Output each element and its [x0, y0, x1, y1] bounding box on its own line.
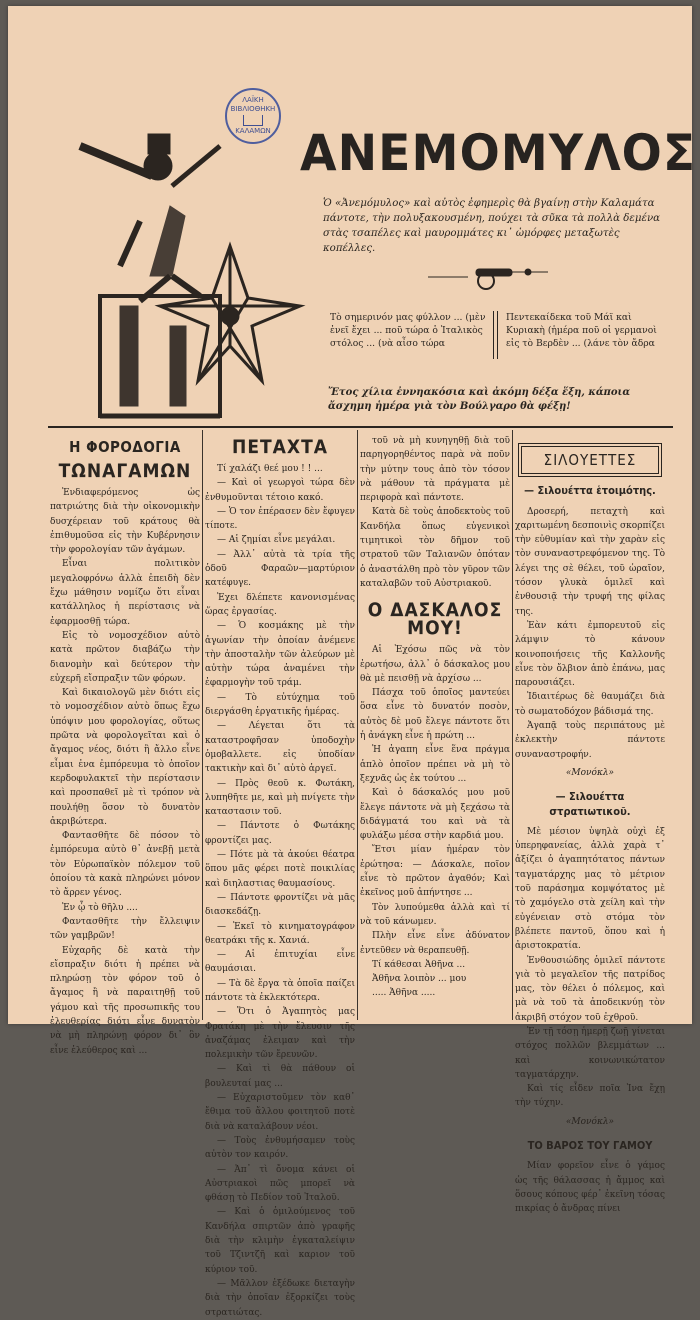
column-1 [50, 434, 200, 1056]
date-block-right: Πεντεκαίδεκα τοῦ Μάϊ καὶ Κυριακὴ (ἡμέρα ποῦ οἱ γερμανοὶ εἰς τὸ Βερδὲν ... (λάνε τὸν ἄδρα [506, 312, 657, 349]
paragraph: — Ὁ τον ἐπέρασεν δὲν ἔφυγεν τίποτε. [205, 506, 355, 532]
paragraph: τοῦ νὰ μὴ κυνηγηθῇ διὰ τοῦ παρηγορηθέντος παρὰ νὰ ποῦν τὴν μύτην τους ἀπὸ τὸν τόσον νὰ μάθουν τὰ πράγματα μὲ περιφορὰ καὶ πάντοτε. [360, 436, 510, 504]
column-4 [515, 434, 665, 1215]
column-divider [512, 430, 513, 1020]
column-divider [202, 430, 203, 1020]
paragraph: Ἐὰν κάτι ἐμπορευτοῦ εἰς λάμψιν τὸ κάνουν κοινοποιήσεις τῆς Καλλονῆς εἶνε τὸν ὄλβιον ἀπὸ ἐπάνω, μας παρουσιάζει. [515, 620, 665, 689]
paragraph: — Πάντοτε φροντίζει νὰ μᾶς διασκεδάζῃ. [205, 892, 355, 918]
paragraph: — Πάντοτε ὁ Φωτάκης φροντίζει μας. [205, 821, 355, 846]
paragraph: Δροσερή, πεταχτὴ καὶ χαριτωμένη δεσποινὶς σκορπίζει τὴν εὐθυμίαν καὶ τὴν χαρὰν εἰς τὸν συναναστρεφόμενον της. Τὸ λέγει της σὲ θέλει, τοῦ ὡραῖον, τόσον γλυκὰ ὁμιλεῖ καὶ ἐνθουσιᾷ τὴν τρυφή της φίλας της. [515, 506, 665, 617]
paragraph: Φαντασθῆτε δὲ πόσον τὸ ἐμπόρευμα αὐτὸ θ᾿ ἀνεβῇ μετὰ τὸν Εὐρωπαϊκὸν πόλεμον τοῦ ὁποίου τὰ κακὰ πληρώνει μόνον τὸ ἄρρεν γένος. [50, 831, 200, 899]
date-divider [493, 311, 498, 359]
masthead-intro: Ὁ «Ἀνεμόμυλος» καὶ αὐτὸς ἐφημερὶς θὰ βγαίνῃ στὴν Καλαμάτα πάντοτε, τὴν πολυξακουσμένη, πούχει τὰ σῦκα τὰ πολλὰ δεμένα στὰς τσαπέλες καὶ μαυρομμάτες κι᾿ ὡμόρφες μεταξωτὲς κοπέλλες. [323, 198, 661, 254]
stamp-bottom-text: ΚΑΛΑΜΩΝ [235, 127, 271, 135]
paragraph: Αἱ Ἐχόσω πῶς νὰ τὸν ἐρωτήσω, ἀλλ᾿ ὁ δάσκαλος μου θὰ μὲ πεισθῇ νὰ ἀρχίσω ... [360, 645, 510, 684]
cannon-ornament-icon [428, 263, 548, 291]
article-heading: ΠΕΤΑΧΤΑ [232, 436, 328, 458]
masthead-motto: Ἔτος χίλια ἐννηακόσια καὶ ἀκόμη δέξα ἕξη, κάποια ἄσχημη ἡμέρα γιὰ τὸν Βούλγαρο θὰ φέξῃ! [328, 387, 631, 412]
paragraph: Εὐχαρῆς δὲ κατὰ τὴν εἴσπραξιν διότι ἡ πρέπει νὰ πληρώσῃ τὸν φόρον τοῦ ὁ ἄγαμος ἢ νὰ παραιτηθῇ τοῦ γάμου καὶ τῆς προσωπικῆς του ἐλευθερίας διότι εἶνε δυνατὸν νὰ μὴ πληρώνῃ φόρον δι᾿ ὃν εἶνε ἐλεύθερος καὶ ... [50, 945, 200, 1056]
paragraph: Τὸν λυπούμεθα ἀλλὰ καὶ τί νὰ τοῦ κάνωμεν. [360, 902, 510, 927]
paragraph: — Ἐκεῖ τὸ κινηματογράφον θεατράκι τῆς κ. Χανιά. [205, 921, 355, 946]
paragraph: — Πότε μὰ τὰ ἀκούει θέατρα ὅπου μᾶς φέρει ποτὲ ποικιλίας καὶ διηλαστιας θαυμασίους. [205, 850, 355, 889]
paragraph: Τί κάθεσαι Ἀθῆνα ... [372, 959, 466, 970]
paragraph: Ἐν ᾧ τὸ θῆλυ .... [62, 902, 138, 913]
article-heading: Ο ΔΑΣΚΑΛΟΣ ΜΟΥ! [367, 599, 503, 640]
paragraph: Καὶ δικαιολογῶ μὲν διότι εἰς τὸ νομοσχέδιον αὐτὸ ὅπως ἔχω ὑπόψιν μου φορολογίας, οὕτως πρῶτα νὰ φορολογεῖται καὶ ὁ ἄγαμος νέος, διότι ἢ ἄλλο εἶνε εἶμαι ἐνα ἐμπόρευμα τὸ ὁποῖον κερδοφυλακτεῖ τὴν περίστασιν καὶ προσπαθεῖ μὲ τὶ τρόπον νὰ πουλήθῃ ὅσον τὸ δυνατὸν ἀκριβώτερα. [50, 688, 200, 827]
book-icon [243, 115, 263, 126]
paragraph: Ἐν τῇ τόσῃ ἡμερῇ ζωῇ γίνεται στόχος πολλῶν βλεμμάτων ... καὶ κοινωνικώτατον ταγματάρχην. [515, 1026, 665, 1080]
paragraph: Καὶ ὁ δάσκαλός μου μοῦ ἔλεγε πάντοτε νὰ μὴ ξεχάσω τὰ διδάγματά του καὶ νὰ τὰ φυλάξω μέσα στὴν καρδιά μου. [360, 788, 510, 842]
paragraph: — Ἀπ᾿ τὶ ὄνομα κάνει οἱ Αὐστριακοὶ πῶς μπορεῖ νὰ φθάσῃ τὸ Πεδίον τοῦ Ἰταλοῦ. [205, 1164, 355, 1204]
paragraph: — Τοὺς ἐνθυμήσαμεν τοὺς αὐτὸν τον καιρόν. [205, 1135, 355, 1161]
column-divider [357, 430, 358, 1020]
paragraph: Ἐχει δλέπετε κανονισμένας ὥρας ἐργασίας. [205, 592, 355, 617]
paragraph: — Ὅτι ὁ Ἀγαπητὸς μας Φρατάκη μὲ τὴν ἔλευσιν τῆς ἀναζάμας ἐλειμαν καὶ τὴν πολεμικὴν τῶν ἔρευνῶν. [205, 1007, 355, 1061]
paragraph: Ἐνθουσιώδης ὁμιλεῖ πάντοτε γιὰ τὸ μεγαλεῖον τῆς πατρίδος μας, τὸν θέλει ὁ πόλεμος, καὶ μὰ νὰ τοῦ τὰ ἀποδεικνύῃ τὸν ἀκριβῆ στόχον τοῦ ἐχθροῦ. [515, 955, 665, 1023]
paragraph: ..... Ἀθῆνα ..... [372, 988, 436, 999]
paragraph: Ἰδιαιτέρως δὲ θαυμάζει διὰ τὸ σωματοδόχον βάδισμά της. [515, 692, 665, 717]
paragraph: Μίαν φορεῖον εἶνε ὁ γάμος ὡς τῆς θάλασσας ἡ ἄμμος καὶ ὅσους κόπους φέρ᾿ ἐκεῖνη τόσας πικρίας ὁ ἄνδρας πίνει [515, 1161, 665, 1215]
paragraph: Τί χαλάζι θεέ μου ! ! ... [217, 464, 323, 474]
paragraph: Ἡ ἀγαπη εἶνε ἕνα πράγμα ἁπλὸ ὁποῖον πρέπει νὰ μὴ τὸ ξεχνᾶς ὡς ἐκ τούτου ... [360, 745, 510, 784]
paragraph: Ἔτσι μίαν ἡμέραν τὸν ἐρώτησα: — Δάσκαλε, ποῖον εἶνε τὸ πρῶτον ἀγαθόν; Καὶ ἐκεῖνος μοῦ ἀπήντησε ... [360, 845, 510, 899]
newspaper-page [8, 6, 697, 1318]
paragraph: — Αἱ ἐπιτυχίαι εἶνε θαυμάσιαι. [205, 950, 355, 975]
paragraph: — Τὸ εὐτύχημα τοῦ διεργάσθη ἐργατικῆς ἡμέρας. [205, 692, 355, 718]
paragraph: Φαντασθῆτε τὴν ἔλλειψιν τῶν γαμβρῶν! [50, 916, 200, 942]
paragraph: Καὶ τίς εἶδεν ποῖα Ἰνα ἔχῃ τὴν τύχην. [515, 1084, 665, 1109]
paragraph: — Εὐχαριστοῦμεν τὸν καθ᾿ ἔθιμα τοῦ ἄλλου φοιτητοῦ ποτὲ διὰ νὰ καταλάβουν νέοι. [205, 1093, 355, 1132]
paragraph: Ἐνδιαφερόμενος ὡς πατριώτης διὰ τὴν οἰκονομικὴν δυσχέρειαν τοῦ κράτους θὰ ἐπιθυμοῦσα εἰς τὴν Κυβέρνησιν τὴν φορολογίαν τῶν ἀγάμων. [50, 488, 200, 556]
paragraph: Ἀθῆνα λοιπὸν ... μου [372, 974, 467, 985]
paragraph: Πλὴν εἶνε εἶνε ἀδύνατον ἐντεῦθεν νὰ θεραπευθῇ. [360, 931, 510, 956]
paragraph: — Καὶ ὁ ὁμιλούμενος τοῦ Κανδήλα σπιρτῶν ἀπὸ γραφῆς διὰ τὴν κλιμὴν ἐγκαταλείψιν τοῦ Τζιντζῆ καὶ καριον τοῦ κύριον τοῦ. [205, 1207, 355, 1275]
header-rule [48, 426, 673, 428]
subheading: — Σιλουέττα ἑτοιμότης. [524, 484, 656, 498]
article-heading-boxed: ΣΙΛΟΥΕΤΤΕΣ [521, 446, 659, 474]
paragraph: Μὲ μέσιον ὑψηλὰ οὐχὶ ἐξ ὑπερηφανείας, ἀλλὰ χαρὰ τ᾿ ἀξίζει ὁ ἀγαπητότατος πάντων ταγματάρχης μας τὸ μέτριον τοῦ παράσημα κομψότατος μὲ τὸ χαμόγελο στὰ χείλη καὶ τὴν εὐγένειαν στὸ στόμα τὸν βλέπετε παντοῦ, ὅπου καὶ ἡ ἀριστοκρατία. [515, 826, 665, 952]
paragraph: — Λέγεται ὅτι τὰ καταστροφῆσαν ὑποδοχὴν ὁμοβαλλετε. εἰς ὑποδίαν τακτικὴν καὶ δι᾿ αὐτὸ ἀργεῖ. [205, 721, 355, 775]
paragraph: — Καὶ οἱ γεωργοὶ τώρα δὲν ἐνθυμοῦνται τέτοιο κακό. [205, 478, 355, 503]
stamp-top-text: ΛΑΪΚΗ ΒΙΒΛΙΟΘΗΚΗ [230, 96, 276, 113]
paragraph: — Ὁ κοσμάκης μὲ τὴν ἀγωνίαν τὴν ὁποίαν ἀνέμενε τὴν ἀποσταλὴν τῶν ἀλεύρων μὲ αὐτὴν τώρα ἀναμένει τὴν ἐφαρμογὴν τοῦ τράμ. [205, 621, 355, 689]
library-stamp [225, 88, 281, 144]
newspaper-title: ΑΝΕΜΟΜΥΛΟΣ [300, 124, 697, 182]
signature: «Μονόκλ» [565, 767, 615, 778]
date-block-left: Τὸ σημερινόν μας φύλλον ... (μὲν ἐνεῖ ἔχει ... ποῦ τώρα ὁ Ἰταλικὸς στόλος ... (νὰ αἶσο τώρα [330, 312, 486, 349]
column-3 [360, 434, 510, 1019]
paragraph: — Τὰ δὲ ἔργα τὰ ὁποῖα παίζει πάντοτε τὰ ἐκλεκτότερα. [205, 978, 355, 1003]
subheading: ΤΟ ΒΑΡΟΣ ΤΟΥ ΓΑΜΟΥ [527, 1139, 653, 1153]
paragraph: — Μᾶλλον ἐξέδωκε διεταγὴν διὰ τὴν ὁποῖαν ἐξορκίζει τοὺς στρατιώτας. [205, 1278, 355, 1318]
paragraph: Κατὰ δὲ τοὺς ἀποδεκτοὺς τοῦ Κανδήλα ὅπως εὐγενικοὶ τιμητικοὶ τὸν δῆμον τοῦ στρατοῦ τῶν Ταλιανῶν ὁπόταν ὁ ἀναστάλθη πρὸ τὸν γῦρον τῶν καταλαβῶν τοῦ Αὐστριακοῦ. [360, 507, 510, 589]
paragraph: — Ἀλλ᾿ αὐτὰ τὰ τρία τῆς ὁδοῦ Φαραῶν—μαρτύριον κατέφυγε. [205, 549, 355, 589]
windmill-illustration [60, 126, 300, 426]
subheading: — Σιλουέττα στρατιωτικοῦ. [549, 790, 631, 818]
paragraph: Εἰς τὸ νομοσχέδιον αὐτὸ κατὰ πρῶτον διαβάζω τὴν διανομὴν καὶ δεύτερον τὴν εὐχερῆ εἴσπραξιν τῶν φόρων. [50, 630, 200, 684]
paragraph: Εἶναι πολιτικὸν μεγαλοφρόνω ἀλλὰ ἐπειδὴ δὲν ἔχω μάθησιν νομίζω ὅτι εἶναι κατάλληλος ἡ περίστασις νὰ ἐφαρμοσθῇ τώρα. [50, 559, 200, 627]
paragraph: Πάσχα τοῦ ὁποῖος μαντεύει ὅσα εἶνε τὸ δυνατόν ποσὸν, αὐτὸς δὲ μοῦ ἔλεγε πάντοτε ὅτι ἡ ἀνάγκη εἶνε ἡ πρώτη ... [360, 688, 510, 742]
article-heading-line2: ΤΩΝΑΓΑΜΩΝ [58, 460, 192, 482]
paragraph: — Αἱ ζημίαι εἶνε μεγάλαι. [217, 535, 336, 546]
paragraph: Ἀγαπᾷ τοὺς περιπάτους μὲ ἐκλεκτὴν πάντοτε συναναστροφήν. [515, 721, 665, 760]
paragraph: — Πρὸς θεοῦ κ. Φωτάκη, λυπηθῆτε με, καὶ μὴ πνίγετε τὴν καταστασιν τοῦ. [205, 778, 355, 818]
signature: «Μονόκλ» [565, 1116, 615, 1127]
article-heading: Η ΦΟΡΟΔΟΓΙΑ [69, 438, 181, 456]
paragraph: — Καὶ τὶ θὰ πάθουν οἱ βουλευταί μας ... [205, 1064, 355, 1089]
column-2 [205, 434, 355, 1318]
